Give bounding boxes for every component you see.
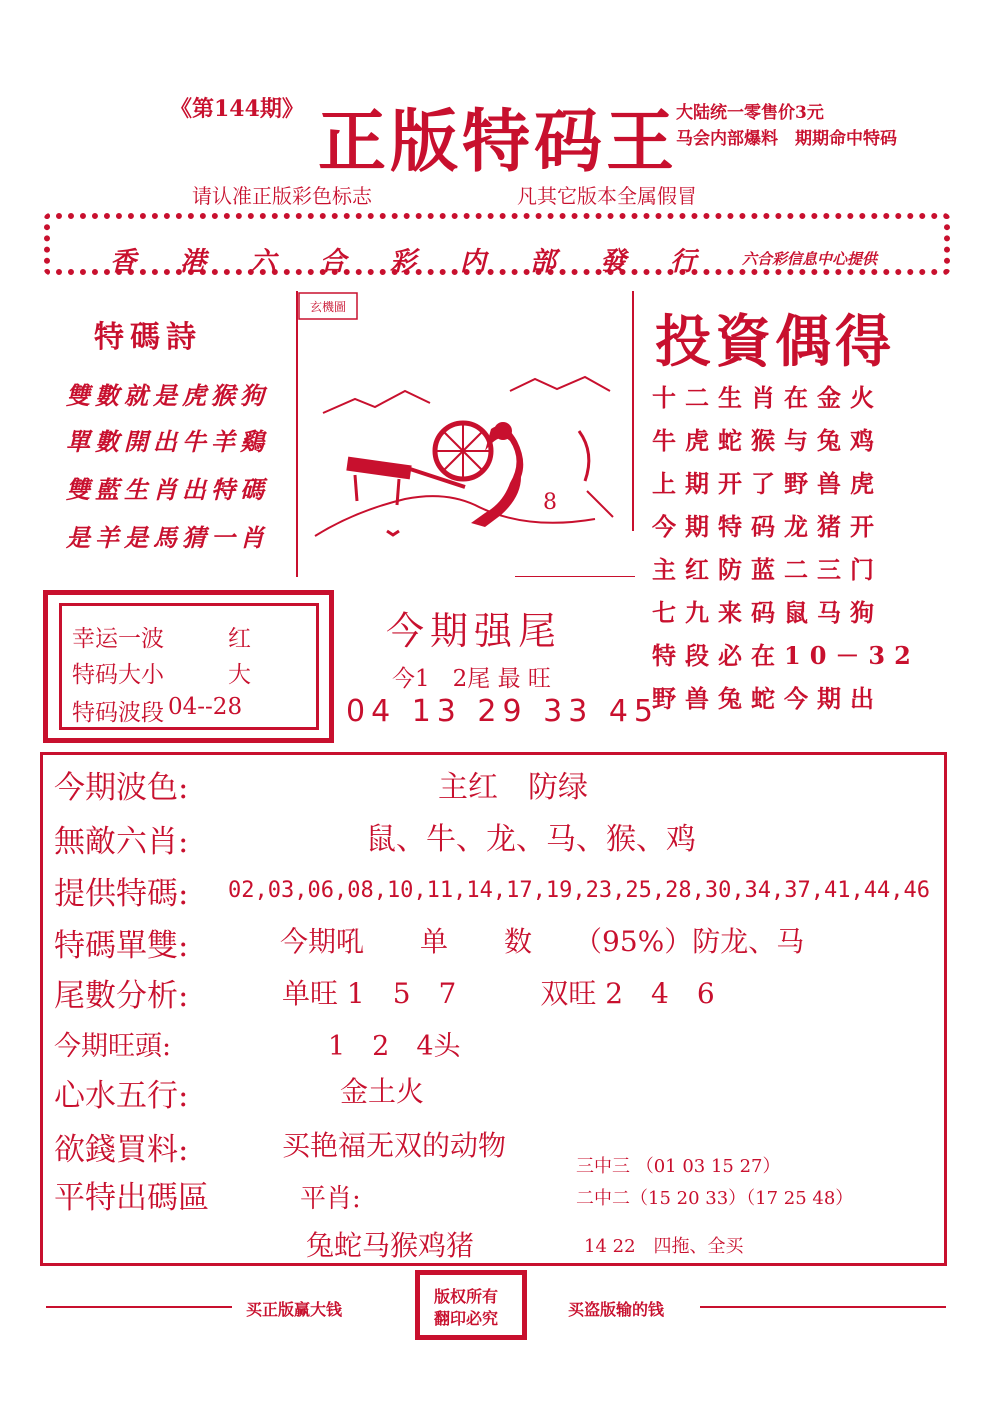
tail-analysis-value: 单旺 1 5 7 双旺 2 4 6 — [282, 977, 715, 1010]
hot-head-label: 今期旺頭: — [54, 1031, 172, 1062]
poem-line: 雙藍生肖出特碼 — [66, 475, 269, 504]
flat-zodiac-label: 平肖: — [300, 1184, 361, 1214]
footer-slogan-right: 买盗版输的钱 — [568, 1300, 665, 1319]
picture-stamp: 玄機圖 — [309, 300, 347, 314]
authentic-notice: 请认准正版彩色标志 — [192, 184, 372, 208]
invest-line: 牛虎蛇猴与兔鸡 — [652, 426, 883, 455]
odd-even-label: 特碼單雙: — [54, 928, 189, 964]
buy-info-label: 欲錢買料: — [54, 1132, 189, 1168]
strong-tail-title: 今期强尾 — [386, 609, 563, 653]
poem-line: 單數開出牛羊鷄 — [66, 427, 269, 456]
invest-line: 上期开了野兽虎 — [652, 469, 883, 498]
counterfeit-notice: 凡其它版本全属假冒 — [517, 184, 697, 208]
six-zodiac-value: 鼠、牛、龙、马、猴、鸡 — [366, 822, 696, 857]
strong-tail-subtitle: 今1 2尾 最 旺 — [392, 666, 551, 692]
flat-zodiac-value: 兔蛇马猴鸡猪 — [306, 1229, 475, 1262]
special-codes-value: 02,03,06,08,10,11,14,17,19,23,25,28,30,34,37,41,44,46 — [228, 878, 930, 903]
poem-line: 雙數就是虎猴狗 — [66, 381, 269, 410]
price-note: 大陆统一零售价3元 — [676, 103, 824, 123]
three-in-three: 三中三 （01 03 15 27） — [576, 1156, 781, 1177]
invest-line: 主红防蓝二三门 — [652, 555, 883, 584]
copyright-line: 版权所有 — [434, 1287, 499, 1306]
invest-line: 野兽兔蛇今期出 — [652, 684, 883, 713]
copyright-line: 翻印必究 — [434, 1309, 499, 1328]
special-codes-label: 提供特碼: — [54, 876, 189, 912]
footer-slogan-left: 买正版赢大钱 — [246, 1300, 343, 1319]
invest-line: 今期特码龙猪开 — [652, 512, 883, 541]
invest-line: 十二生肖在金火 — [652, 383, 883, 412]
lucky-value: 04--28 — [168, 694, 243, 720]
footer-divider — [46, 1306, 232, 1308]
invest-line: 七九来码鼠马狗 — [652, 598, 883, 627]
buy-info-value: 买艳福无双的动物 — [282, 1129, 507, 1162]
hot-head-value: 1 2 4头 — [328, 1031, 461, 1062]
svg-text:8: 8 — [543, 490, 557, 515]
lucky-value: 红 — [228, 626, 251, 652]
four-drag: 14 22 四拖、全买 — [584, 1236, 744, 1257]
poem-title: 特碼詩 — [94, 320, 202, 355]
issue-number: 《第144期》 — [170, 96, 304, 122]
strong-tail-numbers: 04 13 29 33 45 — [346, 694, 660, 729]
flat-zone-label: 平特出碼區 — [54, 1180, 209, 1216]
riddle-picture — [295, 291, 635, 577]
banner-source: 六合彩信息中心提供 — [742, 250, 878, 268]
odd-even-value: 今期吼 单 数 （95%）防龙、马 — [280, 925, 805, 958]
banner-title: 香港六合彩内部發行 — [110, 247, 741, 277]
two-in-two: 二中二（15 20 33）（17 25 48） — [576, 1188, 854, 1209]
wave-color-label: 今期波色: — [54, 770, 189, 806]
six-zodiac-label: 無敵六肖: — [54, 824, 189, 860]
footer-divider — [700, 1306, 946, 1308]
lucky-label: 幸运一波 — [72, 626, 164, 652]
wave-color-value: 主红 防绿 — [438, 770, 588, 805]
lucky-label: 特码波段 — [72, 700, 164, 726]
lucky-value: 大 — [228, 662, 251, 688]
poem-line: 是羊是馬猜一肖 — [66, 523, 269, 552]
tail-analysis-label: 尾數分析: — [54, 978, 189, 1014]
invest-line: 特段必在10－32 — [652, 641, 920, 670]
invest-title: 投資偶得 — [655, 309, 895, 375]
five-elements-label: 心水五行: — [54, 1078, 189, 1114]
page-title: 正版特码王 — [318, 102, 679, 182]
insider-note: 马会内部爆料 期期命中特码 — [676, 129, 897, 149]
five-elements-value: 金土火 — [340, 1075, 425, 1108]
lucky-label: 特码大小 — [72, 662, 164, 688]
